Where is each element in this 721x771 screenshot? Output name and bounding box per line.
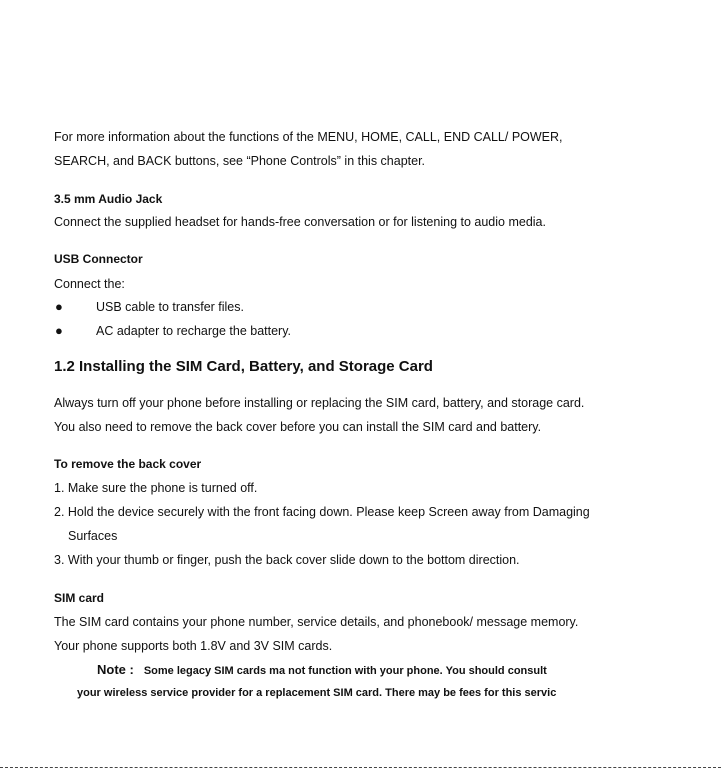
- note-line-1: [97, 662, 547, 679]
- remove-cover-heading: To remove the back cover: [54, 457, 202, 471]
- usb-bullet-2: AC adapter to recharge the battery.: [96, 324, 292, 338]
- audio-jack-text: Connect the supplied headset for hands-free conversation or for listening to audio media.: [54, 215, 546, 229]
- intro-line-1: For more information about the functions of the MENU, HOME, CALL, END CALL/ POWER,: [54, 130, 563, 144]
- usb-bullet-1: USB cable to transfer files.: [96, 300, 244, 314]
- note-text-1: Some legacy SIM cards ma not function with your phone. You should consult: [143, 665, 547, 677]
- bullet-icon: ●: [55, 299, 63, 314]
- page-bottom-rule: [0, 767, 721, 768]
- sim-heading: SIM card: [54, 591, 105, 605]
- note-line-2: your wireless service provider for a replacement SIM card. There may be fees for this servic: [77, 687, 557, 699]
- remove-step-1: 1. Make sure the phone is turned off.: [54, 481, 258, 495]
- section-line-2: You also need to remove the back cover before you can install the SIM card and battery.: [54, 420, 542, 434]
- bullet-icon: ●: [55, 323, 63, 338]
- note-label: Note :: [97, 662, 134, 677]
- section-line-1: Always turn off your phone before installing or replacing the SIM card, battery, and storage card.: [54, 396, 585, 410]
- remove-step-2-continued: Surfaces: [68, 529, 118, 543]
- sim-line-2: Your phone supports both 1.8V and 3V SIM cards.: [54, 639, 333, 653]
- section-title: 1.2 Installing the SIM Card, Battery, and Storage Card: [54, 358, 433, 375]
- remove-step-3: 3. With your thumb or finger, push the back cover slide down to the bottom direction.: [54, 553, 520, 567]
- intro-line-2: SEARCH, and BACK buttons, see “Phone Controls” in this chapter.: [54, 154, 426, 168]
- remove-step-2: 2. Hold the device securely with the front facing down. Please keep Screen away from Damaging: [54, 505, 590, 519]
- sim-line-1: The SIM card contains your phone number, service details, and phonebook/ message memory.: [54, 615, 579, 629]
- audio-jack-heading: 3.5 mm Audio Jack: [54, 192, 163, 206]
- usb-heading: USB Connector: [54, 252, 143, 266]
- usb-text: Connect the:: [54, 277, 125, 291]
